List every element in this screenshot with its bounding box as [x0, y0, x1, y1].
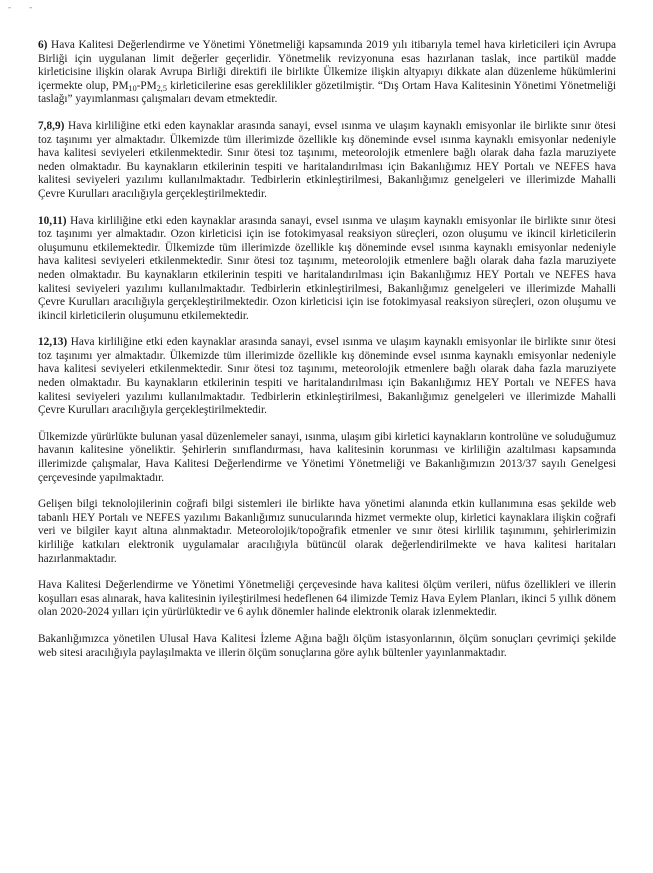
paragraph-answer-7-8-9: [38, 120, 616, 202]
paragraph-text: Bakanlığımızca yönetilen Ulusal Hava Kalitesi İzleme Ağına bağlı ölçüm istasyonlarının, ölçüm sonuçları çevrimiçi şekilde web sitesi aracılığıyla paylaşılmakta ve illerin ölçüm sonuçlarına göre aylık bültenler yayınlanmaktadır.: [38, 632, 616, 659]
paragraph-text: -PM: [136, 79, 157, 92]
answer-number: 12,13): [38, 336, 68, 349]
paragraph-text: Hava Kalitesi Değerlendirme ve Yönetimi Yönetmeliği kapsamında 2019 yılı itibarıyla temel hava kirleticileri için Avrupa Birliği için uygulanan limit değerler geçerlidir. Yönetmelik revizyonuna esas hazırlanan taslak, ince partikül madde kirleticisine ilişkin olarak Avrupa Birliği direktifi ile birlikte Ülkemize ilişkin altyapıyı dikkate alan düzenleme hükümlerini içermekte olup, PM: [38, 39, 616, 92]
subscript-pm10: 10: [128, 83, 137, 93]
paragraph-answer-12-13: [38, 336, 616, 418]
paragraph-text: Gelişen bilgi teknolojilerinin coğrafi bilgi sistemleri ile birlikte hava yönetimi alanında etkin kullanımına esas şekilde web tabanlı HEY Portalı ve NEFES yazılımı Bakanlığımız sunucularında hizmet vermekte olup, kirletici kaynaklara ilişkin coğrafi veri ve bilgiler kayıt altına alınmaktadır. Meteorolojik/topoğrafik etmenler ve sınır ötesi kirlilik taşınımını, şehirlerimizin kirliliğe katkıları elektronik uygulamalar aracılığıyla bütüncül olarak değerlendirilmekte ve hava kalitesi haritaları hazırlanmaktadır.: [38, 498, 616, 565]
answer-number: 6): [38, 39, 48, 51]
paragraph-text: Ülkemizde yürürlükte bulunan yasal düzenlemeler sanayi, ısınma, ulaşım gibi kirletici kaynakların kontrolüne ve soluduğumuz havanın kalitesine yöneliktir. Şehirlerin sınıflandırması, hava kalitesinin korunması ve kirliliğin azaltılması kapsamında illerimizde çalışmalar, Hava Kalitesi Değerlendirme ve Yönetimi Yönetmeliği ve Bakanlığımızın 2013/37 sayılı Genelgesi çerçevesinde yapılmaktadır.: [38, 430, 616, 484]
paragraph-text: kirleticilerine esas gereklilikler gözetilmiştir. “Dış Ortam Hava Kalitesinin Yönetimi Yönetmeliği taslağı” yayımlanması çalışmaları devam etmektedir.: [38, 79, 616, 106]
paragraph-legal-regulations: [38, 431, 616, 485]
paragraph-text: Hava Kalitesi Değerlendirme ve Yönetimi Yönetmeliği çerçevesinde hava kalitesi ölçüm verileri, nüfus özellikleri ve illerin koşulları esas alınarak, hava kalitesinin iyileştirilmesi hedeflenen 64 ilimizde Temiz Hava Eylem Planları, ikinci 5 yıllık dönem olan 2020-2024 yılları için yürürlüktedir ve 6 aylık dönemler halinde elektronik olarak izlenmektedir.: [38, 579, 616, 619]
answer-number: 7,8,9): [38, 119, 65, 132]
paragraph-information-technologies: [38, 498, 616, 566]
document-page: [38, 39, 616, 660]
scan-corner-marks: - -: [8, 2, 41, 12]
paragraph-monitoring-network: [38, 633, 616, 660]
paragraph-text: Hava kirliliğine etki eden kaynaklar arasında sanayi, evsel ısınma ve ulaşım kaynaklı emisyonlar ile birlikte sınır ötesi toz taşınımı yer almaktadır. Ülkemizde tüm illerimizde özellikle kış döneminde evsel ısınma kaynaklı emisyonlar nedeniyle hava kalitesi seviyeleri etkilenmektedir. Sınır ötesi toz taşınımı, meteorolojik etmenlere bağlı olarak daha fazla maruziyete neden olmaktadır. Bu kaynakların etkilerinin tespiti ve haritalandırılması için Bakanlığımız HEY Portalı ve NEFES hava kalitesi seviyeleri yazılımı kullanılmaktadır. Tedbirlerin etkinleştirilmesi, Bakanlığımız genelgeleri ve illerimizde Mahalli Çevre Kurulları aracılığıyla gerçekleştirilmektedir.: [38, 119, 616, 200]
answer-number: 10,11): [38, 214, 67, 227]
paragraph-text: Hava kirliliğine etki eden kaynaklar arasında sanayi, evsel ısınma ve ulaşım kaynaklı emisyonlar ile birlikte sınır ötesi toz taşınımı yer almaktadır. Ülkemizde tüm illerimizde özellikle kış döneminde evsel ısınma kaynaklı emisyonlar nedeniyle hava kalitesi seviyeleri etkilenmektedir. Sınır ötesi toz taşınımı, meteorolojik etmenlere bağlı olarak daha fazla maruziyete neden olmaktadır. Bu kaynakların etkilerinin tespiti ve haritalandırılması için Bakanlığımız HEY Portalı ve NEFES hava kalitesi seviyeleri yazılımı kullanılmaktadır. Tedbirlerin etkinleştirilmesi, Bakanlığımız genelgeleri ve illerimizde Mahalli Çevre Kurulları aracılığıyla gerçekleştirilmektedir.: [38, 336, 616, 417]
subscript-pm25: 2,5: [156, 83, 167, 93]
paragraph-clean-air-action-plans: [38, 579, 616, 620]
paragraph-text: Hava kirliliğine etki eden kaynaklar arasında sanayi, evsel ısınma ve ulaşım kaynaklı emisyonlar ile birlikte sınır ötesi toz taşınımı yer almaktadır. Ozon kirleticisi için ise fotokimyasal reaksiyon süreçleri, ozon oluşumu ve ikincil kirleticilerin oluşumunu etkilemektedir. Ülkemizde tüm illerimizde özellikle kış döneminde evsel ısınma kaynaklı emisyonlar nedeniyle hava kalitesi seviyeleri etkilenmektedir. Sınır ötesi toz taşınımı, meteorolojik etmenlere bağlı olarak daha fazla maruziyete neden olmaktadır. Bu kaynakların etkilerinin tespiti ve haritalandırılması için Bakanlığımız HEY Portalı ve NEFES hava kalitesi seviyeleri yazılımı kullanılmaktadır. Tedbirlerin etkinleştirilmesi, Bakanlığımız genelgeleri ve illerimizde Mahalli Çevre Kurulları aracılığıyla gerçekleştirilmektedir. Ozon kirleticisi için ise fotokimyasal reaksiyon süreçleri, ozon oluşumu ve ikincil kirleticilerin oluşumunu etkilemektedir.: [38, 214, 616, 322]
paragraph-answer-6: [38, 39, 616, 107]
paragraph-answer-10-11: [38, 215, 616, 324]
